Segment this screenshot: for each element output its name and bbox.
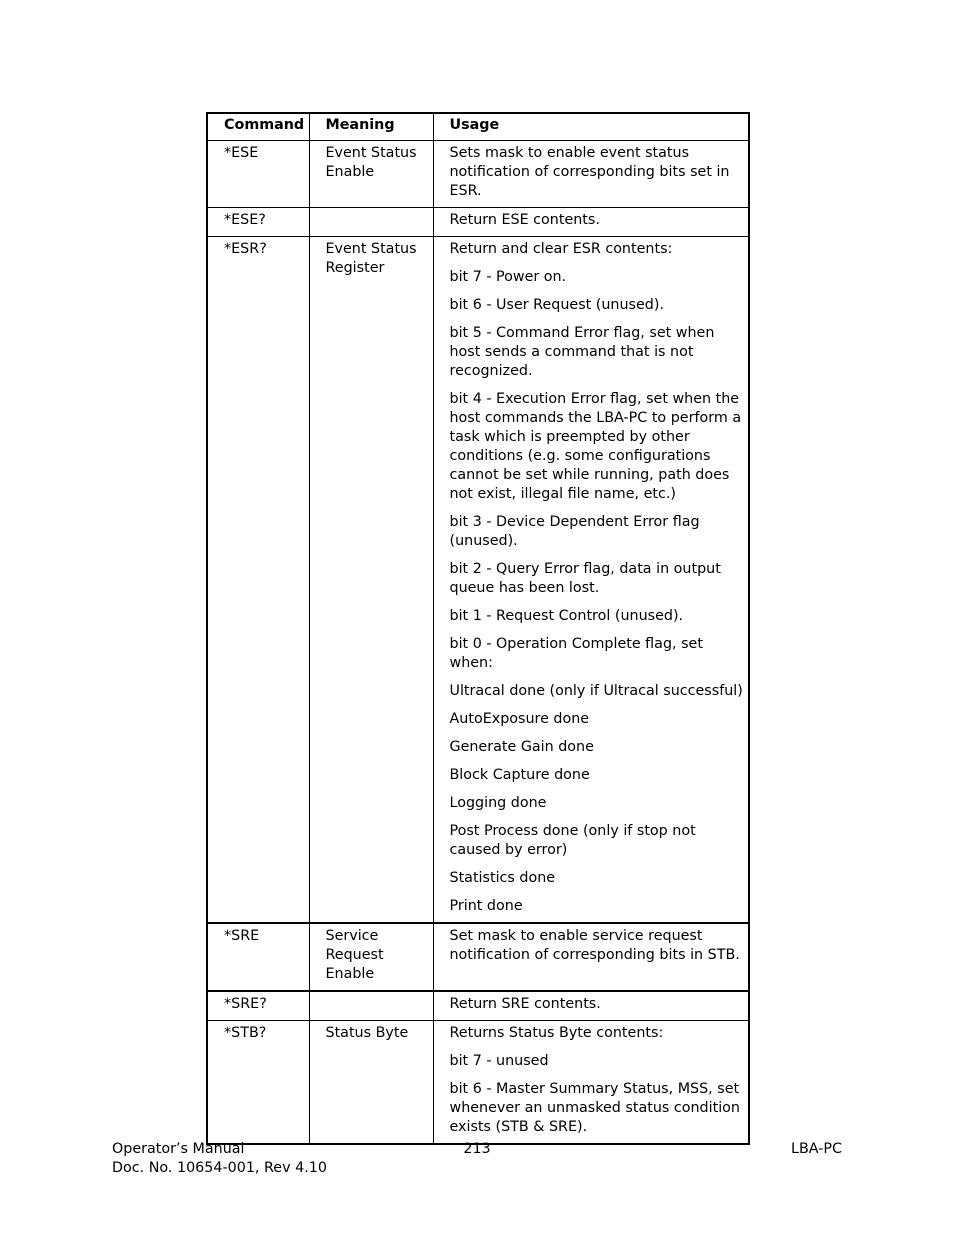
usage-line: Block Capture done: [449, 767, 590, 783]
usage-cell: [433, 208, 749, 237]
table-row: [207, 237, 749, 924]
command-cell: *SRE?: [207, 991, 309, 1021]
usage-line: Print done: [449, 898, 523, 914]
meaning-cell: [309, 208, 433, 237]
meaning-cell: Event Status Enable: [309, 141, 433, 208]
page-number: 213: [463, 1141, 491, 1157]
command-table: [206, 112, 750, 1145]
usage-cell: [433, 1021, 749, 1145]
usage-line: bit 6 - User Request (unused).: [449, 297, 664, 313]
table-row: [207, 141, 749, 208]
meaning-cell: Service Request Enable: [309, 923, 433, 991]
table-row: [207, 991, 749, 1021]
usage-line: bit 6 - Master Summary Status, MSS, set whenever an unmasked status condition exists (STB & SRE).: [449, 1081, 740, 1135]
usage-cell: [433, 141, 749, 208]
meaning-cell: Event Status Register: [309, 237, 433, 924]
usage-line: Return ESE contents.: [449, 212, 600, 228]
usage-line: Post Process done (only if stop not caused by error): [449, 823, 696, 858]
command-cell: *ESR?: [207, 237, 309, 924]
meaning-cell: Status Byte: [309, 1021, 433, 1145]
usage-line: Sets mask to enable event status notification of corresponding bits set in ESR.: [449, 145, 730, 199]
command-cell: *STB?: [207, 1021, 309, 1145]
usage-line: bit 2 - Query Error flag, data in output queue has been lost.: [449, 561, 721, 596]
usage-line: Ultracal done (only if Ultracal successful): [449, 683, 743, 699]
usage-line: bit 7 - Power on.: [449, 269, 567, 285]
header-usage: Usage: [433, 113, 749, 141]
footer-product: LBA-PC: [790, 1141, 842, 1157]
usage-line: Returns Status Byte contents:: [449, 1025, 664, 1041]
meaning-cell: [309, 991, 433, 1021]
usage-line: Return SRE contents.: [449, 996, 601, 1012]
usage-line: Generate Gain done: [449, 739, 594, 755]
usage-cell: [433, 923, 749, 991]
table-row: [207, 1021, 749, 1145]
command-cell: *ESE: [207, 141, 309, 208]
usage-line: bit 5 - Command Error flag, set when host sends a command that is not recognized.: [449, 325, 715, 379]
footer-doc-number: Doc. No. 10654-001, Rev 4.10: [112, 1160, 327, 1176]
table-row: [207, 208, 749, 237]
command-cell: *SRE: [207, 923, 309, 991]
usage-line: bit 4 - Execution Error flag, set when the host commands the LBA-PC to perform a task which is preempted by other conditions (e.g. some configurations cannot be set while running, path does not exist, illegal file name, etc.): [449, 391, 742, 502]
table-header-row: [207, 113, 749, 141]
table-row: [207, 923, 749, 991]
usage-line: Logging done: [449, 795, 547, 811]
usage-line: bit 1 - Request Control (unused).: [449, 608, 684, 624]
command-cell: *ESE?: [207, 208, 309, 237]
usage-cell: [433, 237, 749, 924]
usage-line: bit 7 - unused: [449, 1053, 549, 1069]
usage-line: bit 3 - Device Dependent Error flag (unused).: [449, 514, 700, 549]
usage-line: Statistics done: [449, 870, 556, 886]
usage-line: bit 0 - Operation Complete flag, set when:: [449, 636, 703, 671]
usage-cell: [433, 991, 749, 1021]
header-command: Command: [207, 113, 309, 141]
usage-line: Set mask to enable service request notification of corresponding bits in STB.: [449, 928, 740, 963]
usage-line: AutoExposure done: [449, 711, 590, 727]
header-meaning: Meaning: [309, 113, 433, 141]
usage-line: Return and clear ESR contents:: [449, 241, 673, 257]
footer-manual-title: Operator’s Manual: [112, 1141, 245, 1157]
